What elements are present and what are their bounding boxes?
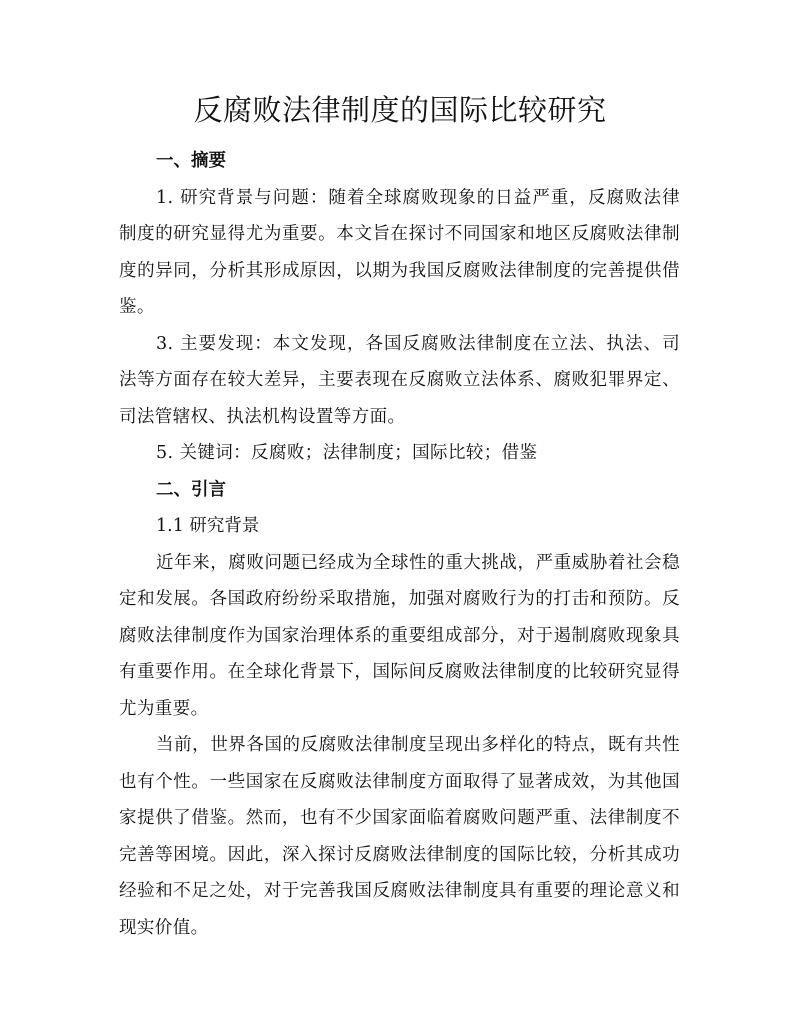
document-body	[119, 143, 680, 946]
abstract-paragraph-background: 1. 研究背景与问题：随着全球腐败现象的日益严重，反腐败法律制度的研究显得尤为重要。本文旨在探讨不同国家和地区反腐败法律制度的异同，分析其形成原因，以期为我国反腐败法律制度的完善提供借鉴。	[119, 187, 680, 317]
section-heading-abstract: 一、摘要	[156, 151, 226, 171]
introduction-paragraph-2: 当前，世界各国的反腐败法律制度呈现出多样化的特点，既有共性也有个性。一些国家在反腐败法律制度方面取得了显著成效，为其他国家提供了借鉴。然而，也有不少国家面临着腐败问题严重、法律制度不完善等困境。因此，深入探讨反腐败法律制度的国际比较，分析其成功经验和不足之处，对于完善我国反腐败法律制度具有重要的理论意义和现实价值。	[119, 735, 680, 938]
section-heading-introduction: 二、引言	[156, 479, 226, 500]
document-title: 反腐败法律制度的国际比较研究	[193, 93, 607, 127]
abstract-paragraph-keywords: 5. 关键词：反腐败；法律制度；国际比较；借鉴	[156, 443, 538, 463]
section-abstract	[119, 143, 680, 472]
subsection-heading-background: 1.1 研究背景	[156, 516, 260, 536]
section-introduction	[119, 472, 680, 947]
abstract-paragraph-findings: 3. 主要发现：本文发现，各国反腐败法律制度在立法、执法、司法等方面存在较大差异，主要表现在反腐败立法体系、腐败犯罪界定、司法管辖权、执法机构设置等方面。	[119, 333, 680, 427]
introduction-paragraph-1: 近年来，腐败问题已经成为全球性的重大挑战，严重威胁着社会稳定和发展。各国政府纷纷采取措施，加强对腐败行为的打击和预防。反腐败法律制度作为国家治理体系的重要组成部分，对于遏制腐败现象具有重要作用。在全球化背景下，国际间反腐败法律制度的比较研究显得尤为重要。	[119, 552, 680, 719]
